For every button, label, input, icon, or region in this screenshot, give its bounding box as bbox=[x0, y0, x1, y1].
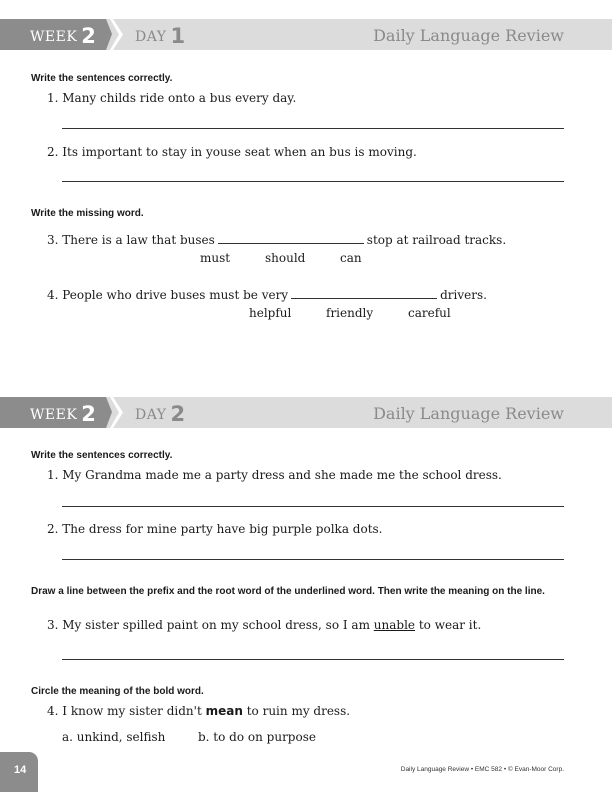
day-number: 1 bbox=[170, 24, 186, 48]
fill-in-blank-3[interactable] bbox=[218, 232, 364, 244]
option-careful[interactable]: careful bbox=[408, 306, 451, 320]
answer-line-3[interactable] bbox=[62, 659, 564, 660]
option-a[interactable]: a. unkind, selfish bbox=[62, 730, 166, 744]
underlined-word: unable bbox=[373, 618, 416, 632]
instruction-circle-meaning: Circle the meaning of the bold word. bbox=[31, 686, 204, 697]
option-can[interactable]: can bbox=[340, 251, 362, 265]
answer-line-1[interactable] bbox=[62, 506, 564, 507]
instruction-write-sentences: Write the sentences correctly. bbox=[31, 450, 173, 461]
day-number: 2 bbox=[170, 402, 186, 426]
week-number: 2 bbox=[81, 24, 97, 48]
week-number: 2 bbox=[81, 402, 97, 426]
question-3: 3. My sister spilled paint on my school dress, so I am unable to wear it. bbox=[47, 618, 482, 632]
option-b[interactable]: b. to do on purpose bbox=[198, 730, 316, 744]
option-friendly[interactable]: friendly bbox=[326, 306, 374, 320]
header-title: Daily Language Review bbox=[373, 404, 564, 423]
bold-word: mean bbox=[205, 704, 243, 718]
answer-line-2[interactable] bbox=[62, 559, 564, 560]
chevron-divider-icon bbox=[110, 397, 124, 428]
instruction-prefix: Draw a line between the prefix and the root word of the underlined word. Then write the meaning on the line. bbox=[31, 586, 545, 597]
day-label: DAY 2 bbox=[135, 402, 186, 426]
instruction-missing-word: Write the missing word. bbox=[31, 208, 144, 219]
footer-credit: Daily Language Review • EMC 582 • © Evan-Moor Corp. bbox=[400, 766, 564, 773]
option-should[interactable]: should bbox=[265, 251, 306, 265]
chevron-divider-icon bbox=[110, 19, 124, 50]
header-title: Daily Language Review bbox=[373, 26, 564, 45]
option-helpful[interactable]: helpful bbox=[249, 306, 292, 320]
fill-in-blank-4[interactable] bbox=[291, 287, 437, 299]
question-1: 1. Many childs ride onto a bus every day. bbox=[47, 91, 297, 105]
question-2: 2. The dress for mine party have big purple polka dots. bbox=[47, 522, 383, 536]
instruction-write-sentences: Write the sentences correctly. bbox=[31, 73, 173, 84]
week-label: WEEK 2 bbox=[30, 24, 97, 48]
answer-line-2[interactable] bbox=[62, 181, 564, 182]
answer-line-1[interactable] bbox=[62, 128, 564, 129]
question-2: 2. Its important to stay in youse seat when an bus is moving. bbox=[47, 145, 417, 159]
day-label: DAY 1 bbox=[135, 24, 186, 48]
question-3: 3. There is a law that buses stop at railroad tracks. bbox=[47, 233, 507, 247]
question-1: 1. My Grandma made me a party dress and she made me the school dress. bbox=[47, 468, 502, 482]
option-must[interactable]: must bbox=[200, 251, 231, 265]
week-label: WEEK 2 bbox=[30, 402, 97, 426]
page-number: 14 bbox=[0, 752, 38, 792]
day2-header-banner bbox=[0, 397, 612, 428]
question-4: 4. I know my sister didn't mean to ruin my dress. bbox=[47, 704, 351, 718]
day1-header-banner bbox=[0, 19, 612, 50]
question-4: 4. People who drive buses must be very drivers. bbox=[47, 288, 487, 302]
